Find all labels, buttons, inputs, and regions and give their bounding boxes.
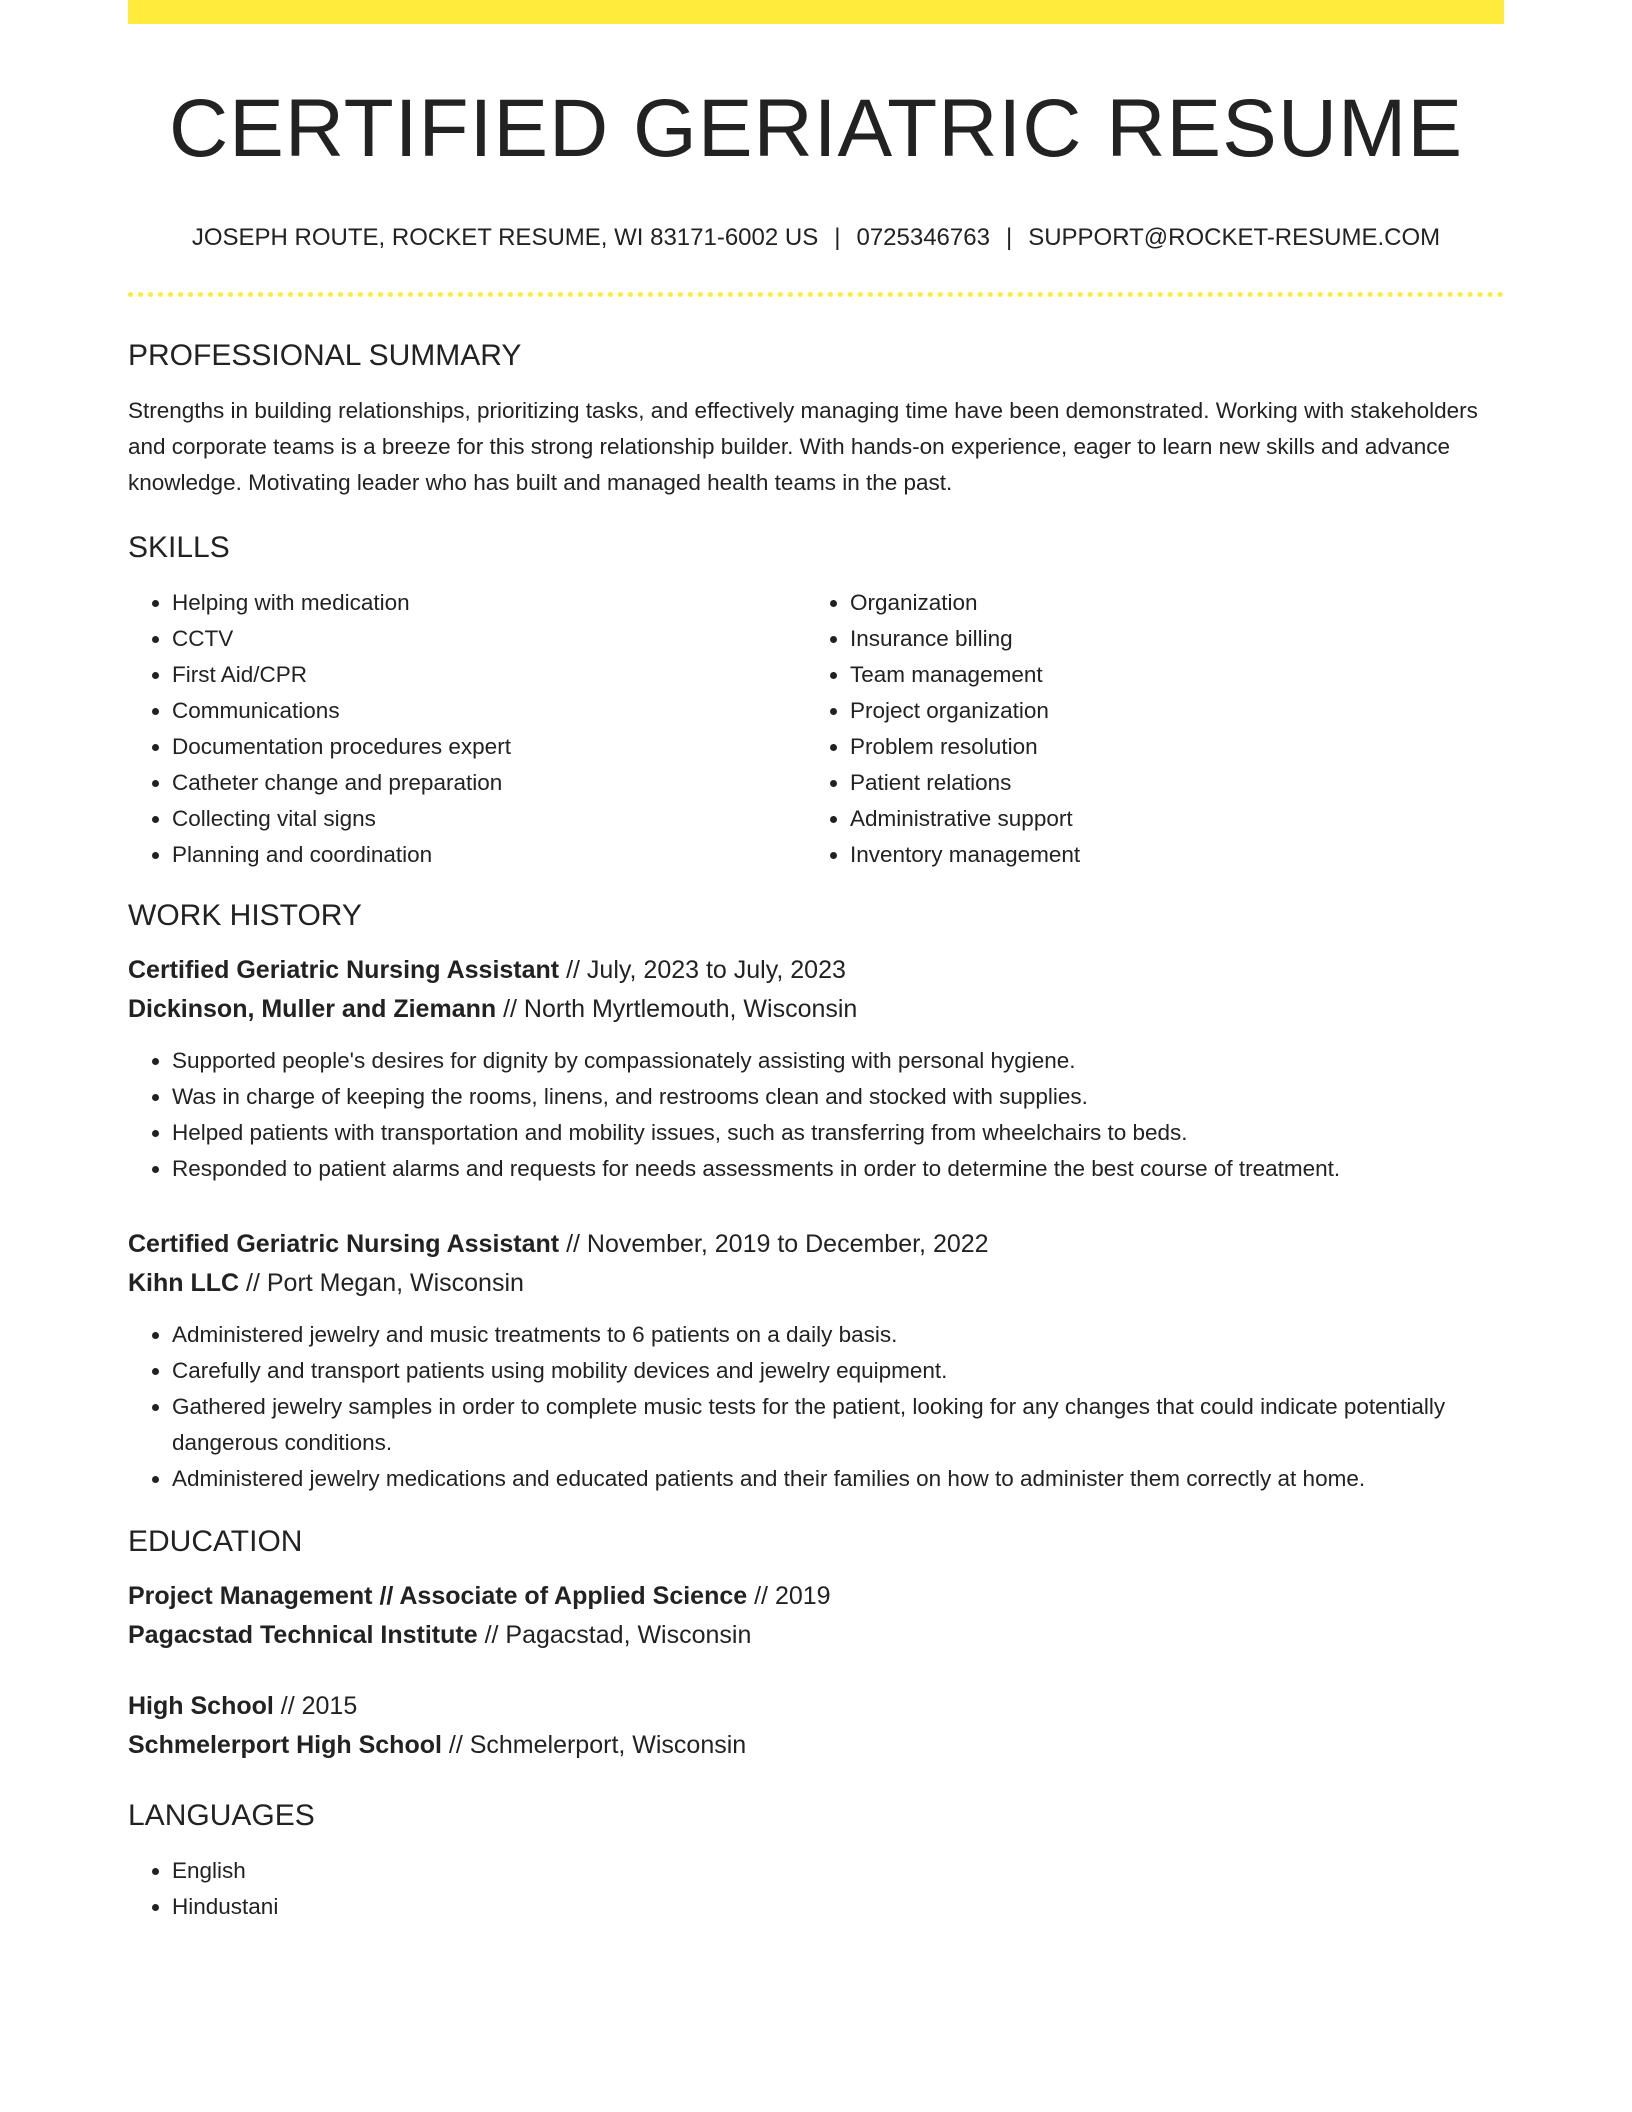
- school-location: // Pagacstad, Wisconsin: [477, 1621, 752, 1650]
- language-item: • English: [172, 1853, 1504, 1889]
- school-line: [128, 1616, 1504, 1655]
- languages-list: [128, 1853, 1504, 1925]
- skills-heading: SKILLS: [128, 531, 230, 565]
- school-line: [128, 1726, 1504, 1765]
- skill-item: • CCTV: [172, 621, 806, 657]
- skill-item: • Team management: [850, 657, 1484, 693]
- top-accent-bar: [128, 0, 1504, 24]
- summary-text: Strengths in building relationships, prioritizing tasks, and effectively managing time have been demonstrated. Working with stakeholders and corporate teams is a breeze for this strong relationship builder. With hands-on experience, eager to learn new skills and advance knowledge. Motivating leader who has built and managed health teams in the past.: [128, 398, 1478, 496]
- job-title-line: [128, 1225, 1504, 1264]
- job-entry: [128, 951, 1504, 1187]
- education-entry: [128, 1577, 1504, 1655]
- skill-item: • Catheter change and preparation: [172, 765, 806, 801]
- job-company-line: [128, 990, 1504, 1029]
- job-duty: • Responded to patient alarms and requests for needs assessments in order to determine the best course of treatment.: [172, 1151, 1504, 1187]
- job-company-line: [128, 1264, 1504, 1303]
- job-duty: • Helped patients with transportation and mobility issues, such as transferring from wheelchairs to beds.: [172, 1115, 1504, 1151]
- skill-item: • Administrative support: [850, 801, 1484, 837]
- contact-separator: |: [834, 224, 841, 252]
- job-dates: // November, 2019 to December, 2022: [559, 1230, 989, 1259]
- contact-email: SUPPORT@ROCKET-RESUME.COM: [1028, 224, 1441, 252]
- skill-item: • Helping with medication: [172, 585, 806, 621]
- job-duty: • Administered jewelry medications and educated patients and their families on how to administer them correctly at home.: [172, 1461, 1504, 1497]
- skill-item: • Planning and coordination: [172, 837, 806, 873]
- school: Pagacstad Technical Institute: [128, 1621, 478, 1650]
- job-duties: [128, 1317, 1504, 1497]
- contact-address: JOSEPH ROUTE, ROCKET RESUME, WI 83171-6002 US: [191, 224, 819, 252]
- job-location: // North Myrtlemouth, Wisconsin: [496, 995, 858, 1024]
- degree-year: // 2019: [747, 1582, 831, 1611]
- skill-item: • Organization: [850, 585, 1484, 621]
- school: Schmelerport High School: [128, 1731, 442, 1760]
- education-heading: EDUCATION: [128, 1525, 303, 1559]
- job-dates: // July, 2023 to July, 2023: [559, 956, 846, 985]
- education-entry: [128, 1687, 1504, 1765]
- job-duty: • Was in charge of keeping the rooms, linens, and restrooms clean and stocked with supplies.: [172, 1079, 1504, 1115]
- skill-item: • Documentation procedures expert: [172, 729, 806, 765]
- job-entry: [128, 1225, 1504, 1497]
- skills-list-left: [128, 585, 806, 873]
- work-history-heading: WORK HISTORY: [128, 899, 362, 933]
- degree-year: // 2015: [273, 1692, 358, 1721]
- skill-item: • Project organization: [850, 693, 1484, 729]
- skill-item: • Inventory management: [850, 837, 1484, 873]
- school-location: // Schmelerport, Wisconsin: [441, 1731, 747, 1760]
- job-company: Dickinson, Muller and Ziemann: [128, 995, 497, 1024]
- contact-line: [128, 224, 1504, 252]
- job-location: // Port Megan, Wisconsin: [239, 1269, 524, 1298]
- job-company: Kihn LLC: [128, 1269, 240, 1298]
- skill-item: • Insurance billing: [850, 621, 1484, 657]
- resume-title: CERTIFIED GERIATRIC RESUME: [168, 83, 1464, 174]
- resume-page: [128, 0, 1504, 1925]
- job-duty: • Carefully and transport patients using mobility devices and jewelry equipment.: [172, 1353, 1504, 1389]
- job-duties: [128, 1043, 1504, 1187]
- degree-line: [128, 1577, 1504, 1616]
- job-title: Certified Geriatric Nursing Assistant: [128, 956, 560, 985]
- skill-item: • Problem resolution: [850, 729, 1484, 765]
- header-divider: [128, 292, 1504, 297]
- degree: Project Management // Associate of Applied Science: [128, 1582, 748, 1611]
- contact-phone: 0725346763: [856, 224, 990, 252]
- job-title-line: [128, 951, 1504, 990]
- contact-separator: |: [1005, 224, 1013, 252]
- languages-heading: LANGUAGES: [128, 1799, 315, 1833]
- language-item: • Hindustani: [172, 1889, 1504, 1925]
- job-duty: • Administered jewelry and music treatments to 6 patients on a daily basis.: [172, 1317, 1504, 1353]
- degree-line: [128, 1687, 1504, 1726]
- job-title: Certified Geriatric Nursing Assistant: [128, 1230, 560, 1259]
- skill-item: • Collecting vital signs: [172, 801, 806, 837]
- job-duty: • Supported people's desires for dignity by compassionately assisting with personal hygiene.: [172, 1043, 1504, 1079]
- job-duty: • Gathered jewelry samples in order to complete music tests for the patient, looking for any changes that could indicate potentially dangerous conditions.: [172, 1389, 1504, 1461]
- skill-item: • First Aid/CPR: [172, 657, 806, 693]
- skill-item: • Patient relations: [850, 765, 1484, 801]
- degree: High School: [128, 1692, 274, 1721]
- skills-list-right: [806, 585, 1484, 873]
- summary-heading: PROFESSIONAL SUMMARY: [128, 339, 522, 373]
- skill-item: • Communications: [172, 693, 806, 729]
- skills-columns: [128, 585, 1504, 873]
